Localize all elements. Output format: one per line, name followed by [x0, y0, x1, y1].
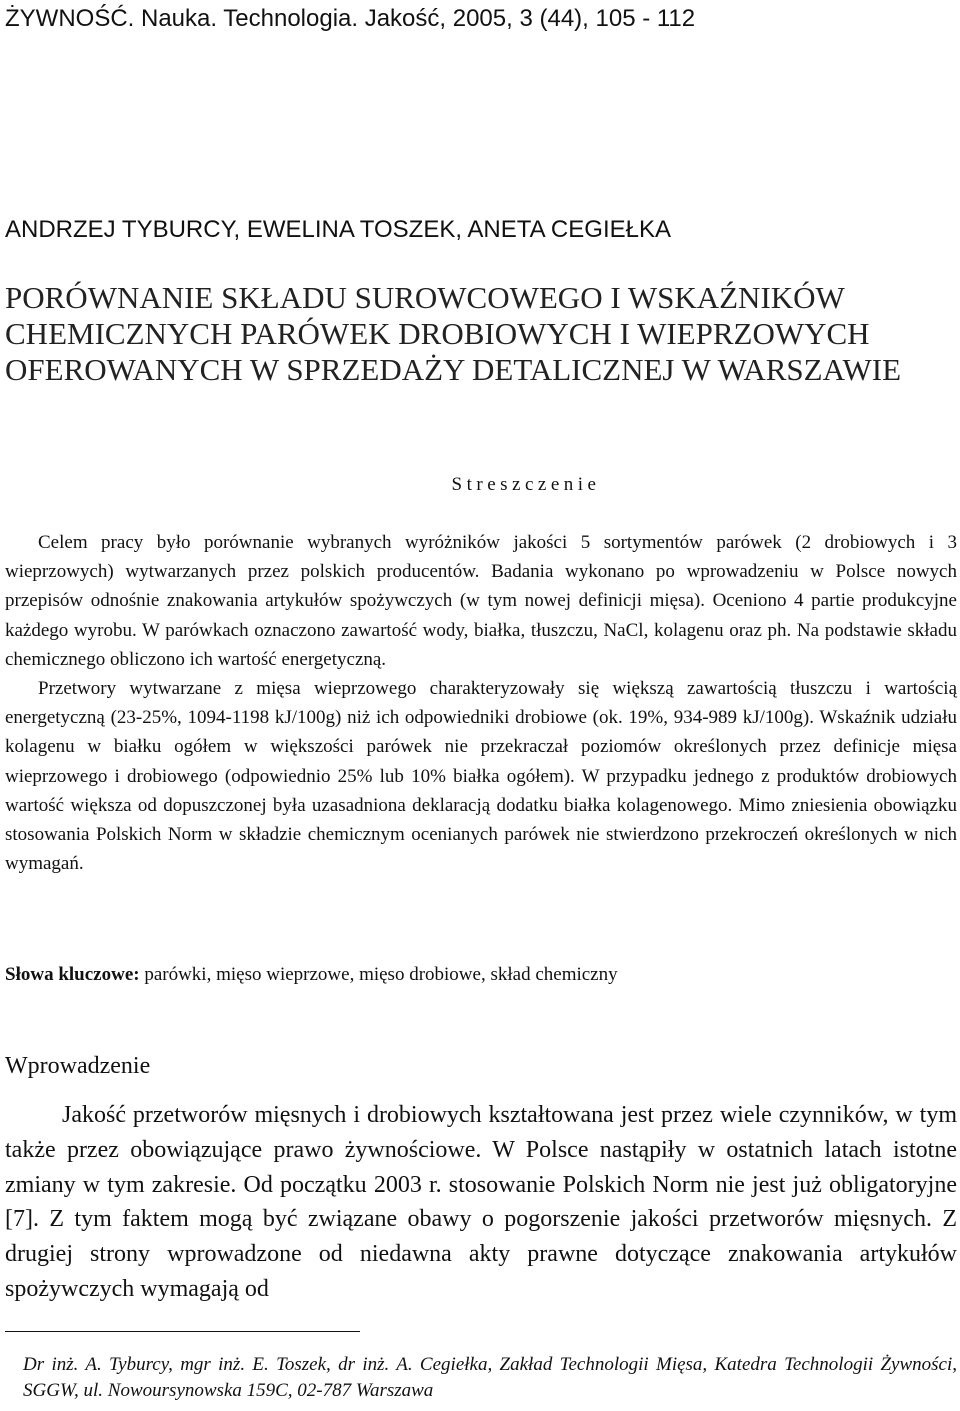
footnote-divider — [5, 1331, 360, 1332]
author-affiliation-footnote: Dr inż. A. Tyburcy, mgr inż. E. Toszek, dr inż. A. Cegiełka, Zakład Technologii Mięsa, Katedra Technologii Żywności, SGGW, ul. Nowoursynowska 159C, 02-787 Warszawa — [23, 1354, 957, 1401]
abstract — [5, 528, 957, 878]
abstract-paragraph: Przetwory wytwarzane z mięsa wieprzowego charakteryzowały się większą zawartością tłuszczu i wartością energetyczną (23-25%, 1094-1198 kJ/100g) niż ich odpowiedniki drobiowe (ok. 19%, 934-989 kJ/100g). Wskaźnik udziału kolagenu w białku ogółem w większości parówek nie przekraczał poziomów określonych przez definicje mięsa wieprzowego i drobiowego (odpowiednio 25% lub 10% białka ogółem). W przypadku jednego z produktów drobiowych wartość większa od dopuszczonej była uzasadniona deklaracją dodatku białka kolagenowego. Mimo zniesienia obowiązku stosowania Polskich Norm w składzie chemicznym ocenianych parówek nie stwierdzono przekroczeń określonych w nich wymagań. — [5, 678, 957, 875]
keywords-label: Słowa kluczowe: — [5, 964, 140, 985]
authors: ANDRZEJ TYBURCY, EWELINA TOSZEK, ANETA CEGIEŁKA — [5, 216, 671, 243]
keywords — [5, 960, 618, 989]
journal-header: ŻYWNOŚĆ. Nauka. Technologia. Jakość, 2005, 3 (44), 105 - 112 — [5, 5, 696, 32]
introduction-paragraph: Jakość przetworów mięsnych i drobiowych kształtowana jest przez wiele czynników, w tym także przez obowiązujące prawo żywnościowe. W Polsce nastąpiły w ostatnich latach istotne zmiany w tym zakresie. Od początku 2003 r. stosowanie Polskich Norm nie jest już obligatoryjne [7]. Z tym faktem mogą być związane obawy o pogorszenie jakości przetworów mięsnych. Z drugiej strony wprowadzone od niedawna akty prawne dotyczące znakowania artykułów spożywczych wymagają od — [5, 1102, 957, 1302]
abstract-paragraph: Celem pracy było porównanie wybranych wyróżników jakości 5 sortymentów parówek (2 drobiowych i 3 wieprzowych) wytwarzanych przez polskich producentów. Badania wykonano po wprowadzeniu w Polsce nowych przepisów odnośnie znakowania artykułów spożywczych (w tym nowej definicji mięsa). Oceniono 4 partie produkcyjne każdego wyrobu. W parówkach oznaczono zawartość wody, białka, tłuszczu, NaCl, kolagenu oraz ph. Na podstawie składu chemicznego obliczono ich wartość energetyczną. — [5, 532, 957, 670]
keywords-text: parówki, mięso wieprzowe, mięso drobiowe, skład chemiczny — [139, 964, 618, 985]
title-line: OFEROWANYCH W SPRZEDAŻY DETALICZNEJ W WARSZAWIE — [5, 352, 902, 387]
abstract-heading: Streszczenie — [451, 474, 601, 495]
paper-title — [5, 280, 957, 388]
title-line: PORÓWNANIE SKŁADU SUROWCOWEGO I WSKAŹNIKÓW — [5, 280, 845, 315]
title-line: CHEMICZNYCH PARÓWEK DROBIOWYCH I WIEPRZOWYCH — [5, 316, 870, 351]
section-heading-introduction: Wprowadzenie — [5, 1053, 151, 1079]
